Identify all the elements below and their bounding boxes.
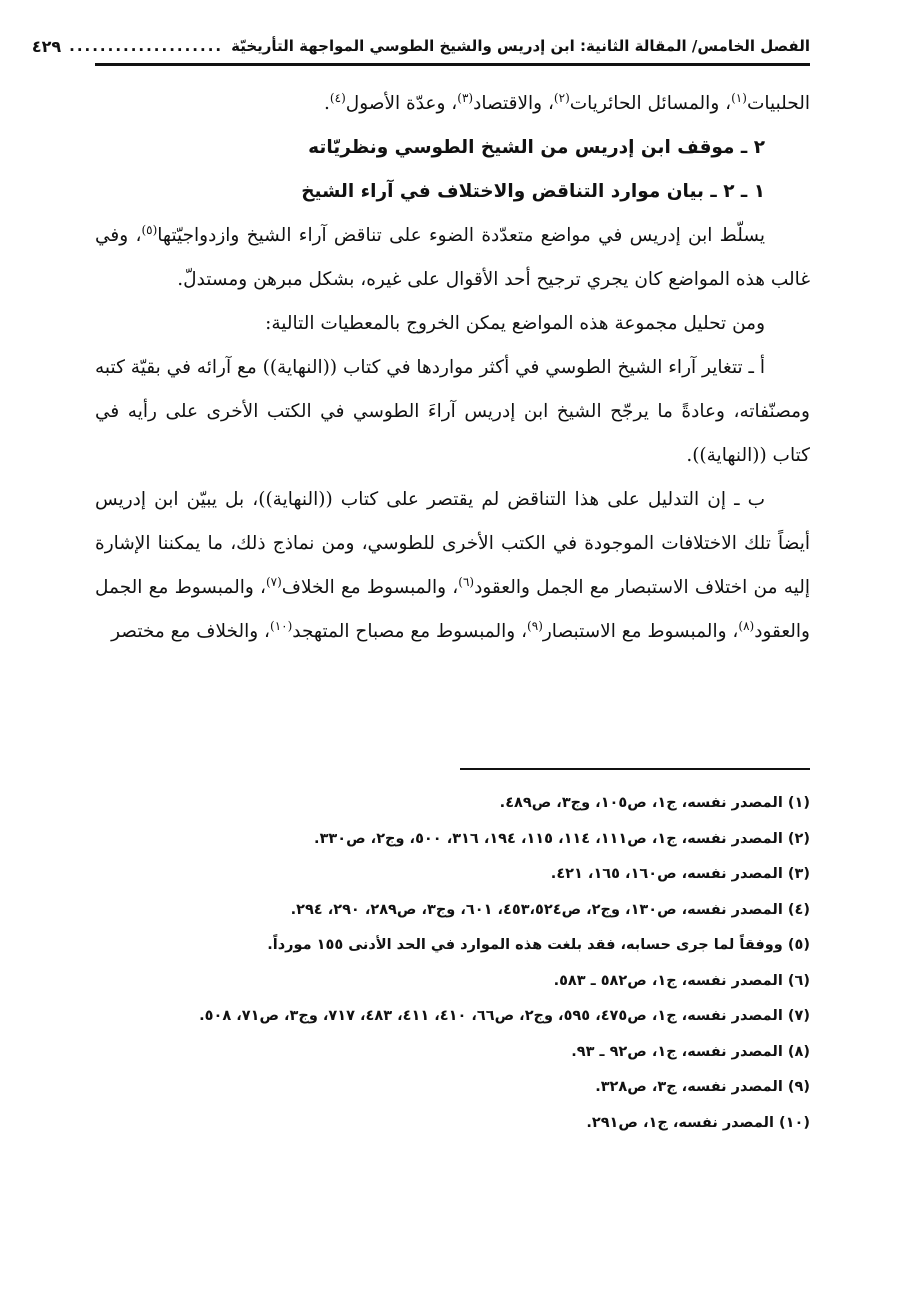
section-heading: ٢ ـ موقف ابن إدريس من الشيخ الطوسي ونظريّاته <box>308 137 765 158</box>
paragraph-5: ب ـ إن التدليل على هذا التناقض لم يقتصر على كتاب ((النهاية))، بل يبيّن ابن إدريس أيضاً تلك الاختلافات الموجودة في الكتب الأخرى للطوسي، ومن نماذج ذلك، ما يمكننا الإشارة إليه من اختلاف الاستبصار مع الجمل والعقود$^{(٦)}$، والمبسوط مع الخلاف$^{(٧)}$، والمبسوط مع الجمل والعقود$^{(٨)}$، والمبسوط مع الاستبصار$^{(٩)}$، والمبسوط مع مصباح المتهجد$^{(١٠)}$، والخلاف مع مختصر <box>95 489 810 642</box>
footnote-8: (٨) المصدر نفسه، ج١، ص٩٢ ـ ٩٣. <box>571 1043 810 1060</box>
paragraph-4: أ ـ تتغاير آراء الشيخ الطوسي في أكثر مواردها في كتاب ((النهاية)) مع آرائه في بقيّة كتبه ومصنّفاته، وعادةً ما يرجّح الشيخ ابن إدريس آراءَ الطوسي في الكتب الأخرى على رأيه في كتاب ((النهاية)). <box>95 357 810 466</box>
footnote-7: (٧) المصدر نفسه، ج١، ص٤٧٥، ٥٩٥، وج٢، ص٦٦، ٤١٠، ٤١١، ٤٨٣، ٧١٧، وج٣، ص٧١، ٥٠٨. <box>199 1008 810 1024</box>
running-title: الفصل الخامس/ المقالة الثانية: ابن إدريس والشيخ الطوسي المواجهة التأريخيّة <box>231 37 810 55</box>
footnote-ref-1[interactable]: (١) <box>731 90 747 105</box>
subsection-heading: ١ ـ ٢ ـ بيان موارد التناقض والاختلاف في آراء الشيخ <box>301 181 765 202</box>
footnote-9: (٩) المصدر نفسه، ج٣، ص٣٢٨. <box>595 1079 810 1095</box>
page-number: ٤٢٩ <box>31 36 62 56</box>
footnote-ref-4[interactable]: (٤) <box>329 90 346 105</box>
footnote-ref-5[interactable]: (٥) <box>141 222 158 237</box>
footnote-ref-3[interactable]: (٣) <box>457 90 474 105</box>
header-rule <box>95 63 810 66</box>
running-header <box>31 30 810 62</box>
footnote-ref-7[interactable]: (٧) <box>265 574 282 589</box>
paragraph-1: الحلبيات$^{(١)}$، والمسائل الحائريات$^{(٢)}$، والاقتصاد$^{(٣)}$، وعدّة الأصول$^{(٤)}$. <box>324 90 810 114</box>
footnote-ref-9[interactable]: (٩) <box>527 618 543 633</box>
paragraph-3: ومن تحليل مجموعة هذه المواضع يمكن الخروج بالمعطيات التالية: <box>265 313 765 334</box>
footnotes <box>95 786 810 1141</box>
footnote-1: (١) المصدر نفسه، ج١، ص١٠٥، وج٣، ص٤٨٩. <box>499 795 810 811</box>
footnote-5: (٥) ووفقاً لما جرى حسابه، فقد بلغت هذه الموارد في الحد الأدنى ١٥٥ مورداً. <box>267 937 810 953</box>
main-text <box>95 82 810 654</box>
footnote-ref-2[interactable]: (٢) <box>553 90 570 105</box>
footnote-4: (٤) المصدر نفسه، ص١٣٠، وج٢، ص٤٥٣،٥٢٤، ٦٠١، وج٣، ص٢٨٩، ٢٩٠، ٢٩٤. <box>290 901 810 918</box>
footnote-2: (٢) المصدر نفسه، ج١، ص١١١، ١١٤، ١١٥، ١٩٤، ٣١٦، ٥٠٠، وج٢، ص٣٣٠. <box>314 830 810 847</box>
header-leader-dots: .................... <box>69 37 224 55</box>
paragraph-2: يسلّط ابن إدريس في مواضع متعدّدة الضوء على تناقض آراء الشيخ وازدواجيّتها$^{(٥)}$، وفي غالب هذه المواضع كان يجري ترجيح أحد الأقوال على غيره، بشكل مبرهن ومستدلّ. <box>95 222 810 290</box>
footnote-ref-10[interactable]: (١٠) <box>270 618 293 633</box>
footnote-10: (١٠) المصدر نفسه، ج١، ص٢٩١. <box>586 1114 810 1131</box>
footnote-ref-8[interactable]: (٨) <box>738 618 755 633</box>
footnote-ref-6[interactable]: (٦) <box>458 574 475 589</box>
footnote-separator <box>460 768 810 770</box>
footnote-6: (٦) المصدر نفسه، ج١، ص٥٨٢ ـ ٥٨٣. <box>553 972 810 989</box>
footnote-3: (٣) المصدر نفسه، ص١٦٠، ١٦٥، ٤٢١. <box>550 866 810 882</box>
